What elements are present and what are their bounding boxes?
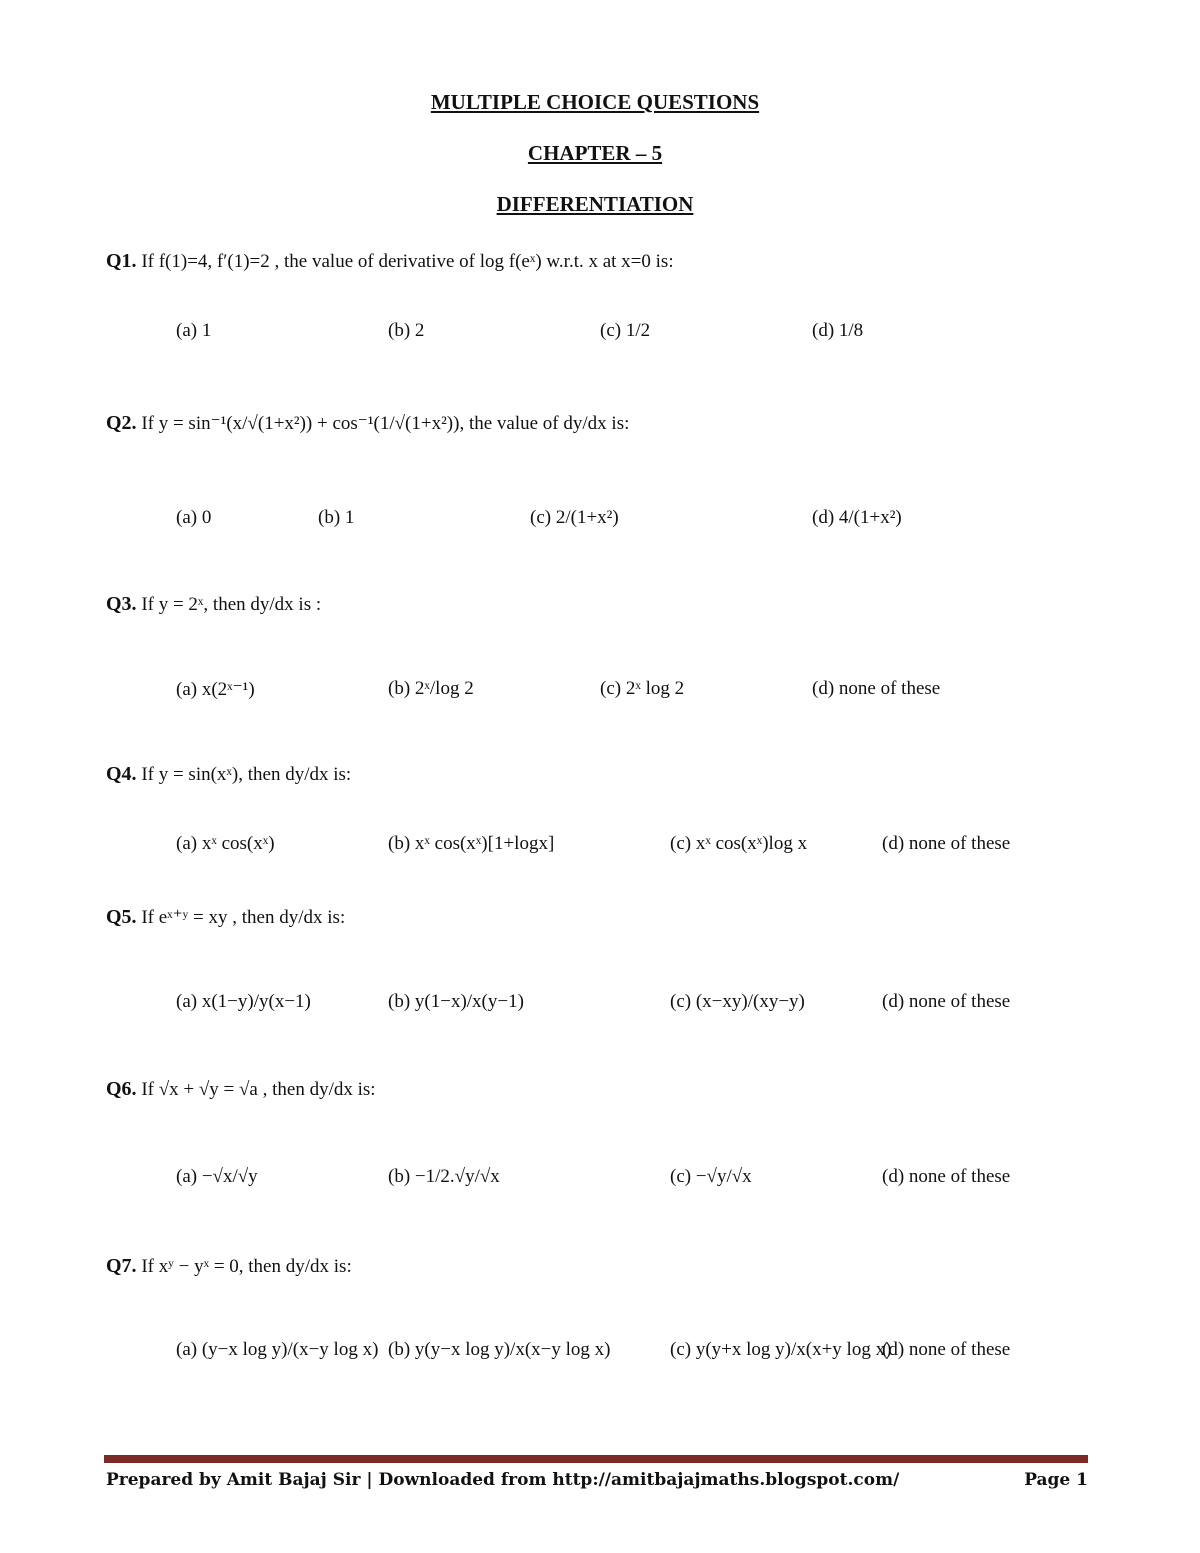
page-number: Page 1 [1024,1470,1088,1490]
q2-option-d: (d) 4/(1+x²) [812,507,902,528]
q4-option-d: (d) none of these [882,833,1011,854]
footer-divider [104,1455,1088,1463]
q3-option-a: (a) x(2ˣ⁻¹) [176,679,255,700]
question-4 [106,763,351,786]
question-text: If xʸ − yˣ = 0, then dy/dx is: [141,1256,352,1277]
q2-option-a: (a) 0 [176,507,212,528]
question-7 [106,1255,352,1278]
question-text: If f(1)=4, f′(1)=2 , the value of derivative of log f(eˣ) w.r.t. x at x=0 is: [141,251,674,272]
q3-option-d: (d) none of these [812,678,941,699]
q7-option-c: (c) y(y+x log y)/x(x+y log x) [670,1339,892,1360]
q6-option-a: (a) −√x/√y [176,1166,258,1187]
topic-heading: DIFFERENTIATION [496,192,694,216]
question-2 [106,412,629,435]
question-number: Q7. [106,1255,137,1277]
q7-option-b: (b) y(y−x log y)/x(x−y log x) [388,1339,611,1360]
question-number: Q1. [106,250,137,272]
question-text: If y = sin(xˣ), then dy/dx is: [141,764,352,785]
q5-option-a: (a) x(1−y)/y(x−1) [176,991,311,1012]
q6-option-c: (c) −√y/√x [670,1166,752,1187]
chapter-heading: CHAPTER – 5 [527,141,663,165]
q1-option-b: (b) 2 [388,320,425,341]
question-number: Q3. [106,593,137,615]
question-number: Q4. [106,763,137,785]
q3-option-b: (b) 2ˣ/log 2 [388,678,474,699]
q1-option-a: (a) 1 [176,320,212,341]
question-text: If eˣ⁺ʸ = xy , then dy/dx is: [141,907,346,928]
question-number: Q5. [106,906,137,928]
question-text: If √x + √y = √a , then dy/dx is: [141,1079,376,1100]
q5-option-d: (d) none of these [882,991,1011,1012]
q4-option-a: (a) xˣ cos(xˣ) [176,833,275,854]
question-text: If y = sin⁻¹(x/√(1+x²)) + cos⁻¹(1/√(1+x²)), the value of dy/dx is: [141,413,630,434]
question-5 [106,906,345,929]
question-6 [106,1078,376,1101]
question-3 [106,593,321,616]
q7-option-a: (a) (y−x log y)/(x−y log x) [176,1339,379,1360]
q5-option-c: (c) (x−xy)/(xy−y) [670,991,805,1012]
question-number: Q2. [106,412,137,434]
q1-option-d: (d) 1/8 [812,320,864,341]
q5-option-b: (b) y(1−x)/x(y−1) [388,991,524,1012]
q7-option-d: (d) none of these [882,1339,1011,1360]
q1-option-c: (c) 1/2 [600,320,651,341]
question-number: Q6. [106,1078,137,1100]
q6-option-b: (b) −1/2.√y/√x [388,1166,500,1187]
q2-option-b: (b) 1 [318,507,355,528]
q6-option-d: (d) none of these [882,1166,1011,1187]
page-title: MULTIPLE CHOICE QUESTIONS [430,90,760,114]
question-1 [106,250,674,273]
q4-option-c: (c) xˣ cos(xˣ)log x [670,833,808,854]
footer-credit: Prepared by Amit Bajaj Sir | Downloaded from http://amitbajajmaths.blogspot.com/ [106,1470,900,1490]
q4-option-b: (b) xˣ cos(xˣ)[1+logx] [388,833,555,854]
q2-option-c: (c) 2/(1+x²) [530,507,619,528]
question-text: If y = 2ˣ, then dy/dx is : [141,594,322,615]
q3-option-c: (c) 2ˣ log 2 [600,678,685,699]
page-footer [106,1470,1088,1490]
